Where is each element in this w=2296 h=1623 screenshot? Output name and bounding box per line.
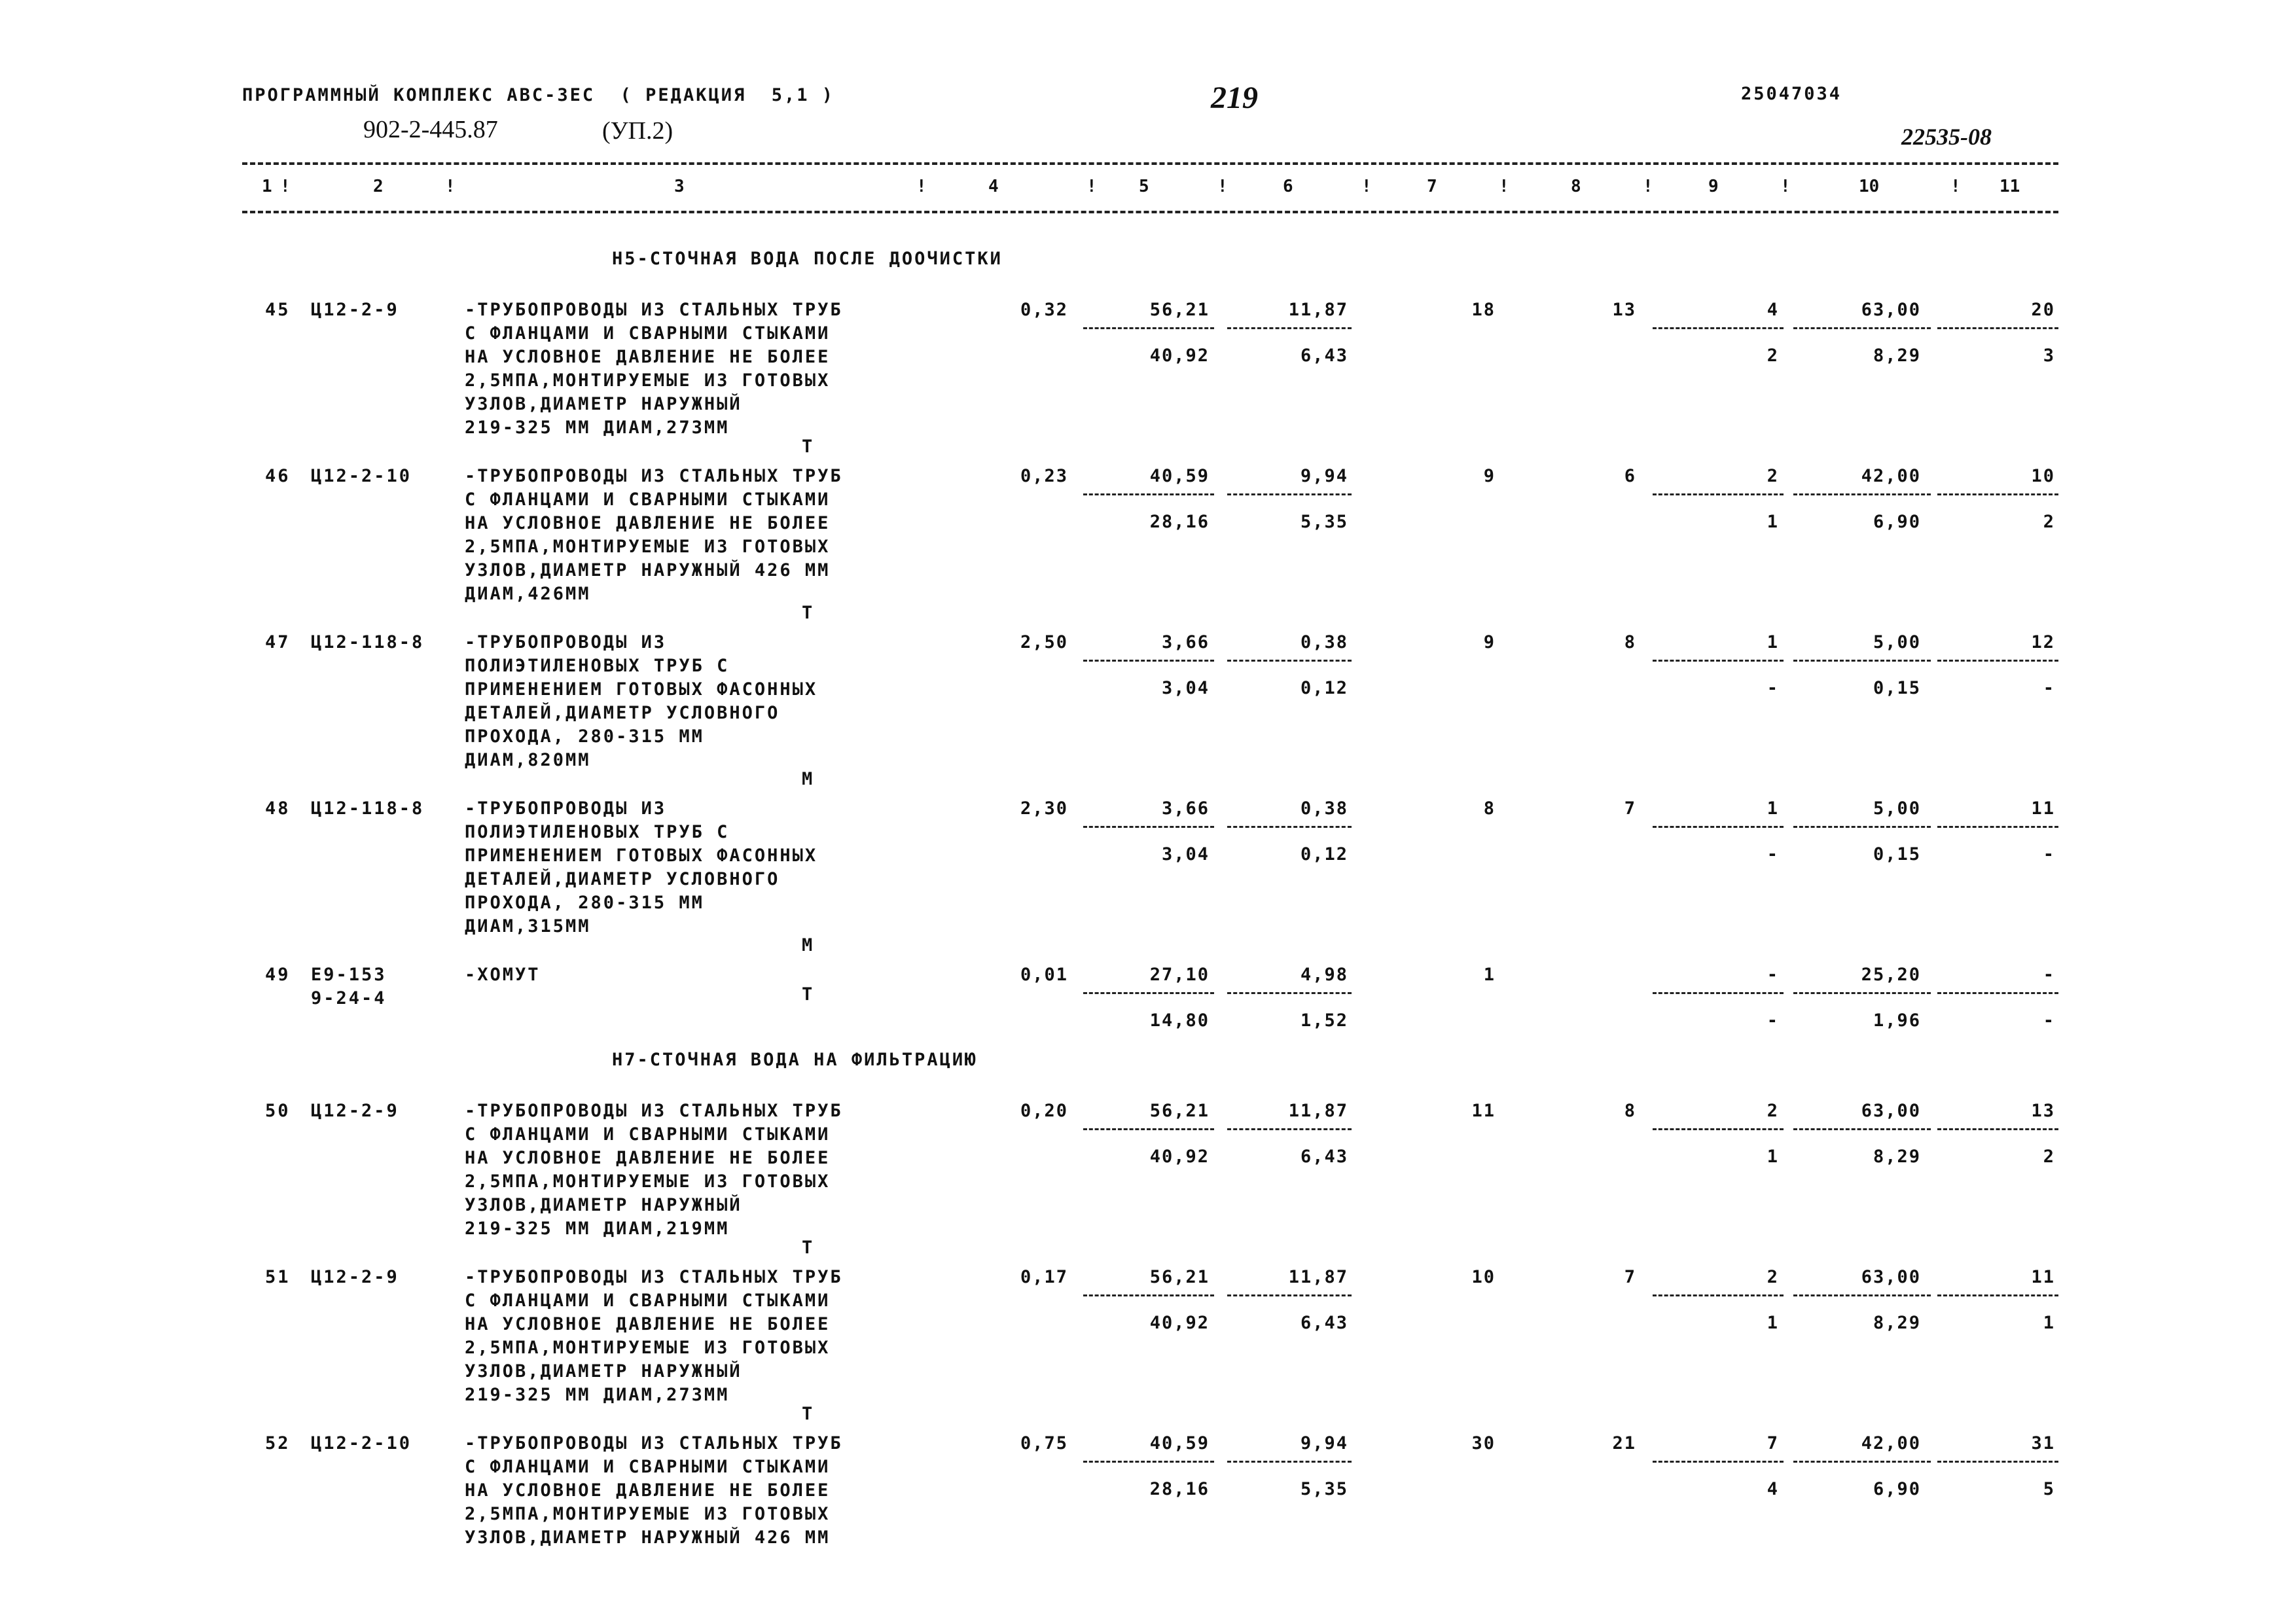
unit-of-measure: Т (802, 1238, 814, 1258)
total-machine-wages: - (1767, 844, 1779, 865)
fraction-rule (1793, 493, 1931, 495)
fraction-rule (1227, 1294, 1352, 1296)
unit-cost-machine-wages: 1,52 (1300, 1010, 1348, 1031)
column-separator: ! (1086, 177, 1097, 196)
row-number: 49 (265, 965, 291, 985)
labor-total: 20 (2031, 300, 2055, 320)
unit-cost-machine-wages: 6,43 (1300, 1313, 1348, 1333)
fraction-rule (1227, 493, 1352, 495)
unit-cost-machines: 11,87 (1288, 1101, 1348, 1121)
column-header-3: 3 (674, 177, 685, 196)
labor-unit-machinists: 6,90 (1873, 512, 1921, 532)
fraction-rule (1793, 660, 1931, 662)
fraction-rule (1227, 660, 1352, 662)
labor-total: 13 (2031, 1101, 2055, 1121)
unit-cost-wages: 3,04 (1161, 844, 1210, 865)
fraction-rule (1083, 1294, 1214, 1296)
fraction-rule (1227, 327, 1352, 329)
rate-code: Ц12-2-9 (311, 1267, 399, 1287)
labor-unit-machinists: 0,15 (1873, 678, 1921, 698)
labor-unit-machinists: 8,29 (1873, 346, 1921, 366)
column-header-2: 2 (373, 177, 384, 196)
labor-unit: 25,20 (1861, 965, 1921, 985)
total-machines: 1 (1767, 798, 1779, 819)
unit-cost-wages: 14,80 (1149, 1010, 1210, 1031)
unit-cost-machines: 0,38 (1300, 798, 1348, 819)
header-bottom-rule (242, 211, 2058, 213)
fraction-rule (1083, 992, 1214, 994)
quantity: 2,50 (1020, 632, 1068, 652)
unit-cost-machine-wages: 0,12 (1300, 844, 1348, 865)
labor-total-machinists: 1 (2043, 1313, 2055, 1333)
row-number: 50 (265, 1101, 291, 1121)
stamp-code: 22535-08 (1901, 124, 1992, 150)
unit-cost-machine-wages: 0,12 (1300, 678, 1348, 698)
column-header-1: 1 (262, 177, 272, 196)
work-description: -ТРУБОПРОВОДЫ ИЗ ПОЛИЭТИЛЕНОВЫХ ТРУБ С ПРИМЕНЕНИЕМ ГОТОВЫХ ФАСОННЫХ ДЕТАЛЕЙ,ДИАМЕТР УСЛОВНОГО ПРОХОДА, 280-315 ММ ДИАМ,315ММ (465, 798, 818, 936)
fraction-rule (1227, 992, 1352, 994)
unit-cost-total: 40,59 (1149, 466, 1210, 486)
labor-unit-machinists: 8,29 (1873, 1313, 1921, 1333)
total-cost: 18 (1471, 300, 1496, 320)
row-number: 52 (265, 1433, 291, 1454)
unit-cost-machines: 0,38 (1300, 632, 1348, 652)
column-header-9: 9 (1708, 177, 1719, 196)
fraction-rule (1937, 660, 2058, 662)
fraction-rule (1653, 992, 1784, 994)
column-separator: ! (1950, 177, 1961, 196)
header-top-rule (242, 162, 2058, 165)
unit-of-measure: Т (802, 1404, 814, 1424)
unit-of-measure: М (802, 935, 814, 955)
unit-cost-wages: 40,92 (1149, 1313, 1210, 1333)
total-wages: 13 (1612, 300, 1636, 320)
unit-cost-total: 40,59 (1149, 1433, 1210, 1454)
fraction-rule (1793, 992, 1931, 994)
rate-code: Ц12-2-10 (311, 466, 412, 486)
labor-unit-machinists: 0,15 (1873, 844, 1921, 865)
labor-unit: 63,00 (1861, 300, 1921, 320)
program-name: ПРОГРАММНЫЙ КОМПЛЕКС АВС-ЗЕС ( РЕДАКЦИЯ 5,1 ) (242, 85, 835, 105)
column-separator: ! (1361, 177, 1372, 196)
fraction-rule (1937, 1128, 2058, 1130)
fraction-rule (1653, 826, 1784, 828)
fraction-rule (1653, 1128, 1784, 1130)
labor-total: 31 (2031, 1433, 2055, 1454)
rate-code: Ц12-118-8 (311, 632, 425, 652)
total-machine-wages: - (1767, 1010, 1779, 1031)
total-wages: 7 (1624, 1267, 1636, 1287)
unit-cost-total: 56,21 (1149, 1267, 1210, 1287)
column-separator: ! (1643, 177, 1653, 196)
fraction-rule (1793, 327, 1931, 329)
column-header-4: 4 (988, 177, 999, 196)
fraction-rule (1083, 493, 1214, 495)
work-description: -ТРУБОПРОВОДЫ ИЗ ПОЛИЭТИЛЕНОВЫХ ТРУБ С ПРИМЕНЕНИЕМ ГОТОВЫХ ФАСОННЫХ ДЕТАЛЕЙ,ДИАМЕТР УСЛОВНОГО ПРОХОДА, 280-315 ММ ДИАМ,820ММ (465, 632, 818, 770)
labor-total: 12 (2031, 632, 2055, 652)
work-description: -ХОМУТ (465, 965, 541, 985)
total-cost: 9 (1483, 632, 1496, 652)
fraction-rule (1227, 826, 1352, 828)
rate-code: Е9-153 9-24-4 (311, 965, 387, 1008)
labor-total-machinists: 5 (2043, 1479, 2055, 1499)
row-number: 48 (265, 798, 291, 819)
labor-total-machinists: 3 (2043, 346, 2055, 366)
unit-cost-wages: 40,92 (1149, 1147, 1210, 1167)
unit-cost-wages: 28,16 (1149, 512, 1210, 532)
total-machine-wages: 1 (1767, 512, 1779, 532)
fraction-rule (1653, 1294, 1784, 1296)
unit-cost-wages: 28,16 (1149, 1479, 1210, 1499)
column-header-10: 10 (1859, 177, 1880, 196)
total-machines: - (1767, 965, 1779, 985)
rate-code: Ц12-2-9 (311, 300, 399, 320)
unit-cost-total: 3,66 (1161, 632, 1210, 652)
total-cost: 9 (1483, 466, 1496, 486)
column-separator: ! (1499, 177, 1509, 196)
work-description: -ТРУБОПРОВОДЫ ИЗ СТАЛЬНЫХ ТРУБ С ФЛАНЦАМИ И СВАРНЫМИ СТЫКАМИ НА УСЛОВНОЕ ДАВЛЕНИЕ НЕ БОЛЕЕ 2,5МПА,МОНТИРУЕМЫЕ ИЗ ГОТОВЫХ УЗЛОВ,ДИАМЕТР НАРУЖНЫЙ 426 ММ ДИАМ,426ММ (465, 466, 843, 604)
labor-total: 11 (2031, 798, 2055, 819)
labor-unit-machinists: 6,90 (1873, 1479, 1921, 1499)
unit-cost-wages: 40,92 (1149, 346, 1210, 366)
unit-cost-machine-wages: 5,35 (1300, 1479, 1348, 1499)
labor-total-machinists: - (2043, 1010, 2055, 1031)
unit-cost-wages: 3,04 (1161, 678, 1210, 698)
total-wages: 8 (1624, 632, 1636, 652)
column-separator: ! (1780, 177, 1791, 196)
total-machines: 2 (1767, 1267, 1779, 1287)
fraction-rule (1793, 1461, 1931, 1463)
total-cost: 11 (1471, 1101, 1496, 1121)
total-cost: 1 (1483, 965, 1496, 985)
total-machines: 1 (1767, 632, 1779, 652)
fraction-rule (1937, 826, 2058, 828)
labor-total-machinists: - (2043, 678, 2055, 698)
labor-unit: 5,00 (1873, 632, 1921, 652)
unit-of-measure: Т (802, 603, 814, 623)
total-wages: 6 (1624, 466, 1636, 486)
unit-cost-machine-wages: 5,35 (1300, 512, 1348, 532)
right-code: 25047034 (1741, 84, 1842, 104)
quantity: 0,20 (1020, 1101, 1068, 1121)
page-number: 219 (1211, 80, 1258, 115)
album-code: (УП.2) (602, 117, 673, 145)
unit-cost-machines: 11,87 (1288, 300, 1348, 320)
labor-total: - (2043, 965, 2055, 985)
total-cost: 10 (1471, 1267, 1496, 1287)
quantity: 0,75 (1020, 1433, 1068, 1454)
labor-unit: 5,00 (1873, 798, 1921, 819)
fraction-rule (1083, 660, 1214, 662)
fraction-rule (1937, 493, 2058, 495)
total-machines: 2 (1767, 466, 1779, 486)
unit-cost-total: 3,66 (1161, 798, 1210, 819)
column-header-11: 11 (2000, 177, 2020, 196)
fraction-rule (1793, 826, 1931, 828)
unit-of-measure: М (802, 769, 814, 789)
column-header-7: 7 (1427, 177, 1437, 196)
row-number: 47 (265, 632, 291, 652)
fraction-rule (1083, 1128, 1214, 1130)
unit-cost-total: 56,21 (1149, 1101, 1210, 1121)
total-machine-wages: 4 (1767, 1479, 1779, 1499)
labor-unit: 63,00 (1861, 1101, 1921, 1121)
labor-unit: 42,00 (1861, 466, 1921, 486)
column-separator: ! (1217, 177, 1228, 196)
unit-cost-total: 56,21 (1149, 300, 1210, 320)
fraction-rule (1937, 327, 2058, 329)
column-header-8: 8 (1571, 177, 1581, 196)
labor-total-machinists: 2 (2043, 1147, 2055, 1167)
rate-code: Ц12-118-8 (311, 798, 425, 819)
document-code: 902-2-445.87 (363, 116, 498, 143)
column-separator: ! (445, 177, 456, 196)
labor-unit: 63,00 (1861, 1267, 1921, 1287)
row-number: 46 (265, 466, 291, 486)
section-title: Н5-СТОЧНАЯ ВОДА ПОСЛЕ ДООЧИСТКИ (612, 249, 1003, 269)
unit-cost-machines: 11,87 (1288, 1267, 1348, 1287)
row-number: 51 (265, 1267, 291, 1287)
total-wages: 7 (1624, 798, 1636, 819)
fraction-rule (1653, 1461, 1784, 1463)
fraction-rule (1653, 327, 1784, 329)
labor-total: 10 (2031, 466, 2055, 486)
fraction-rule (1227, 1461, 1352, 1463)
column-separator: ! (280, 177, 291, 196)
fraction-rule (1937, 1294, 2058, 1296)
fraction-rule (1227, 1128, 1352, 1130)
work-description: -ТРУБОПРОВОДЫ ИЗ СТАЛЬНЫХ ТРУБ С ФЛАНЦАМИ И СВАРНЫМИ СТЫКАМИ НА УСЛОВНОЕ ДАВЛЕНИЕ НЕ БОЛЕЕ 2,5МПА,МОНТИРУЕМЫЕ ИЗ ГОТОВЫХ УЗЛОВ,ДИАМЕТР НАРУЖНЫЙ 219-325 ММ ДИАМ,219ММ (465, 1101, 843, 1239)
total-wages: 21 (1612, 1433, 1636, 1454)
fraction-rule (1653, 493, 1784, 495)
unit-of-measure: Т (802, 984, 814, 1005)
unit-of-measure: Т (802, 437, 814, 457)
labor-total: 11 (2031, 1267, 2055, 1287)
column-header-6: 6 (1283, 177, 1293, 196)
total-machines: 7 (1767, 1433, 1779, 1454)
total-cost: 30 (1471, 1433, 1496, 1454)
labor-unit: 42,00 (1861, 1433, 1921, 1454)
column-separator: ! (916, 177, 927, 196)
total-machine-wages: - (1767, 678, 1779, 698)
total-machine-wages: 1 (1767, 1313, 1779, 1333)
labor-unit-machinists: 8,29 (1873, 1147, 1921, 1167)
labor-total-machinists: 2 (2043, 512, 2055, 532)
work-description: -ТРУБОПРОВОДЫ ИЗ СТАЛЬНЫХ ТРУБ С ФЛАНЦАМИ И СВАРНЫМИ СТЫКАМИ НА УСЛОВНОЕ ДАВЛЕНИЕ НЕ БОЛЕЕ 2,5МПА,МОНТИРУЕМЫЕ ИЗ ГОТОВЫХ УЗЛОВ,ДИАМЕТР НАРУЖНЫЙ 219-325 ММ ДИАМ,273ММ (465, 300, 843, 438)
quantity: 0,01 (1020, 965, 1068, 985)
fraction-rule (1937, 992, 2058, 994)
fraction-rule (1083, 826, 1214, 828)
column-header-5: 5 (1139, 177, 1149, 196)
total-wages: 8 (1624, 1101, 1636, 1121)
labor-unit-machinists: 1,96 (1873, 1010, 1921, 1031)
rate-code: Ц12-2-10 (311, 1433, 412, 1454)
quantity: 0,32 (1020, 300, 1068, 320)
work-description: -ТРУБОПРОВОДЫ ИЗ СТАЛЬНЫХ ТРУБ С ФЛАНЦАМИ И СВАРНЫМИ СТЫКАМИ НА УСЛОВНОЕ ДАВЛЕНИЕ НЕ БОЛЕЕ 2,5МПА,МОНТИРУЕМЫЕ ИЗ ГОТОВЫХ УЗЛОВ,ДИАМЕТР НАРУЖНЫЙ 219-325 ММ ДИАМ,273ММ (465, 1267, 843, 1405)
work-description: -ТРУБОПРОВОДЫ ИЗ СТАЛЬНЫХ ТРУБ С ФЛАНЦАМИ И СВАРНЫМИ СТЫКАМИ НА УСЛОВНОЕ ДАВЛЕНИЕ НЕ БОЛЕЕ 2,5МПА,МОНТИРУЕМЫЕ ИЗ ГОТОВЫХ УЗЛОВ,ДИАМЕТР НАРУЖНЫЙ 426 ММ (465, 1433, 843, 1548)
quantity: 0,23 (1020, 466, 1068, 486)
total-machines: 4 (1767, 300, 1779, 320)
fraction-rule (1793, 1128, 1931, 1130)
rate-code: Ц12-2-9 (311, 1101, 399, 1121)
quantity: 0,17 (1020, 1267, 1068, 1287)
fraction-rule (1793, 1294, 1931, 1296)
section-title: Н7-СТОЧНАЯ ВОДА НА ФИЛЬТРАЦИЮ (612, 1050, 978, 1070)
total-machines: 2 (1767, 1101, 1779, 1121)
total-cost: 8 (1483, 798, 1496, 819)
unit-cost-machines: 4,98 (1300, 965, 1348, 985)
fraction-rule (1083, 327, 1214, 329)
fraction-rule (1653, 660, 1784, 662)
row-number: 45 (265, 300, 291, 320)
unit-cost-machine-wages: 6,43 (1300, 346, 1348, 366)
labor-total-machinists: - (2043, 844, 2055, 865)
unit-cost-machines: 9,94 (1300, 1433, 1348, 1454)
fraction-rule (1937, 1461, 2058, 1463)
quantity: 2,30 (1020, 798, 1068, 819)
fraction-rule (1083, 1461, 1214, 1463)
unit-cost-machines: 9,94 (1300, 466, 1348, 486)
unit-cost-machine-wages: 6,43 (1300, 1147, 1348, 1167)
total-machine-wages: 2 (1767, 346, 1779, 366)
total-machine-wages: 1 (1767, 1147, 1779, 1167)
unit-cost-total: 27,10 (1149, 965, 1210, 985)
